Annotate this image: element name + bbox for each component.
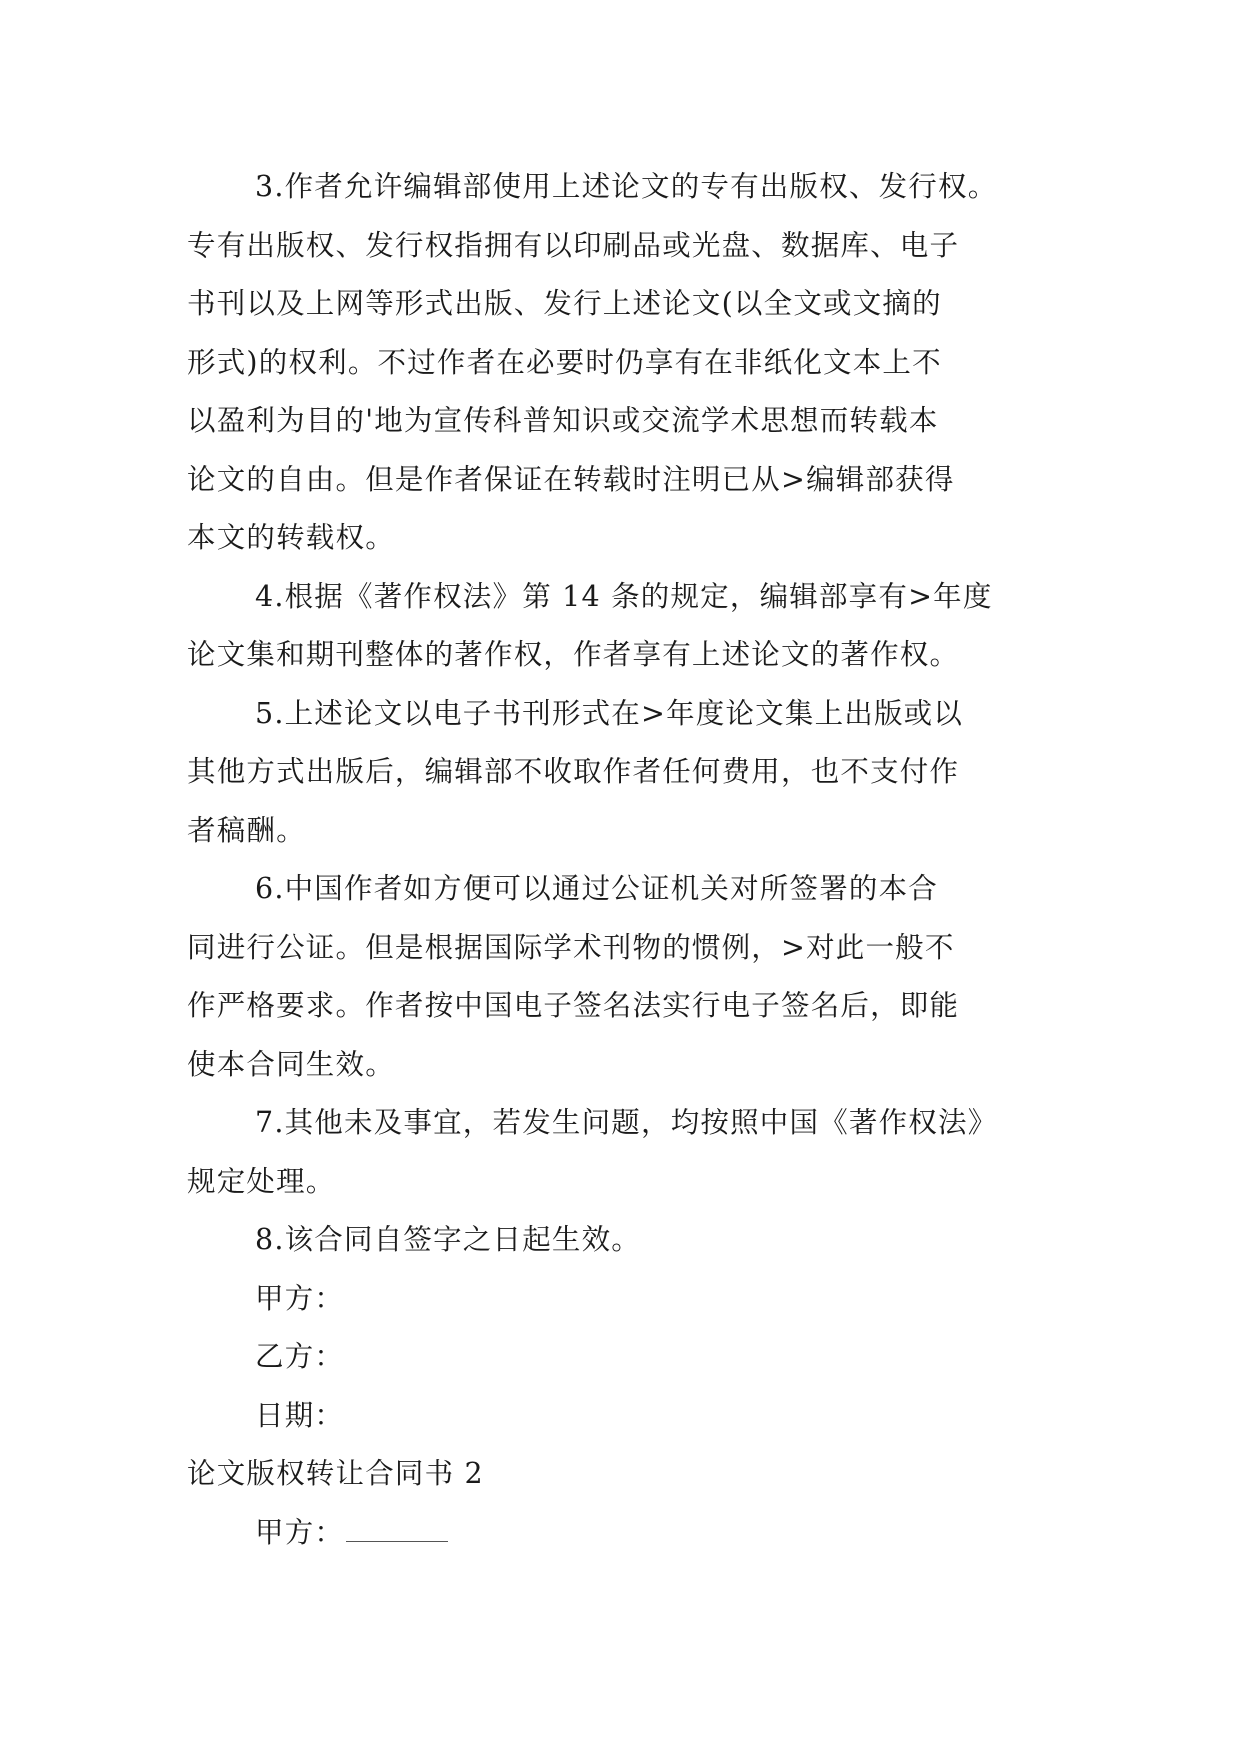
party-a-blank-field bbox=[346, 1517, 448, 1542]
contract-2-party-a-line bbox=[187, 1504, 1087, 1563]
party-a-label: 甲方： bbox=[255, 1281, 345, 1315]
contract-2-title: 论文版权转让合同书 2 bbox=[187, 1457, 484, 1490]
clause-3-line-5: 以盈利为目的'地为宣传科普知识或交流学术思想而转载本 bbox=[187, 404, 939, 437]
clause-6-line-4: 使本合同生效。 bbox=[187, 1047, 395, 1081]
clause-6-line-1: 6.中国作者如方便可以通过公证机关对所签署的本合 bbox=[255, 872, 938, 905]
clause-4-line-2: 论文集和期刊整体的著作权，作者享有上述论文的著作权。 bbox=[187, 638, 960, 671]
contract-2-party-a-label: 甲方： bbox=[255, 1515, 345, 1549]
document-body bbox=[187, 158, 1087, 1562]
party-b-label: 乙方： bbox=[255, 1340, 345, 1373]
clause-3-line-1: 3.作者允许编辑部使用上述论文的专有出版权、发行权。 bbox=[255, 170, 998, 203]
clause-7-line-1: 7.其他未及事宜，若发生问题，均按照中国《著作权法》 bbox=[255, 1106, 998, 1139]
clause-5-line-3: 者稿酬。 bbox=[187, 813, 306, 847]
clause-3-line-3: 书刊以及上网等形式出版、发行上述论文(以全文或文摘的 bbox=[187, 287, 942, 320]
clause-8-line-1: 8.该合同自签字之日起生效。 bbox=[255, 1223, 641, 1256]
clause-7-line-2: 规定处理。 bbox=[187, 1164, 336, 1198]
clause-3-line-2: 专有出版权、发行权指拥有以印刷品或光盘、数据库、电子 bbox=[187, 228, 960, 262]
clause-6-line-2: 同进行公证。但是根据国际学术刊物的惯例，>对此一般不 bbox=[187, 930, 955, 964]
clause-4-line-1: 4.根据《著作权法》第 14 条的规定，编辑部享有>年度 bbox=[255, 579, 993, 613]
date-label: 日期： bbox=[255, 1398, 345, 1432]
clause-3-line-7: 本文的转载权。 bbox=[187, 521, 395, 554]
clause-6-line-3: 作严格要求。作者按中国电子签名法实行电子签名后，即能 bbox=[187, 989, 960, 1022]
clause-3-line-6: 论文的自由。但是作者保证在转载时注明已从>编辑部获得 bbox=[187, 462, 955, 496]
clause-5-line-2: 其他方式出版后，编辑部不收取作者任何费用，也不支付作 bbox=[187, 755, 960, 788]
clause-5-line-1: 5.上述论文以电子书刊形式在>年度论文集上出版或以 bbox=[255, 696, 964, 730]
clause-3-line-4: 形式)的权利。不过作者在必要时仍享有在非纸化文本上不 bbox=[187, 345, 942, 379]
